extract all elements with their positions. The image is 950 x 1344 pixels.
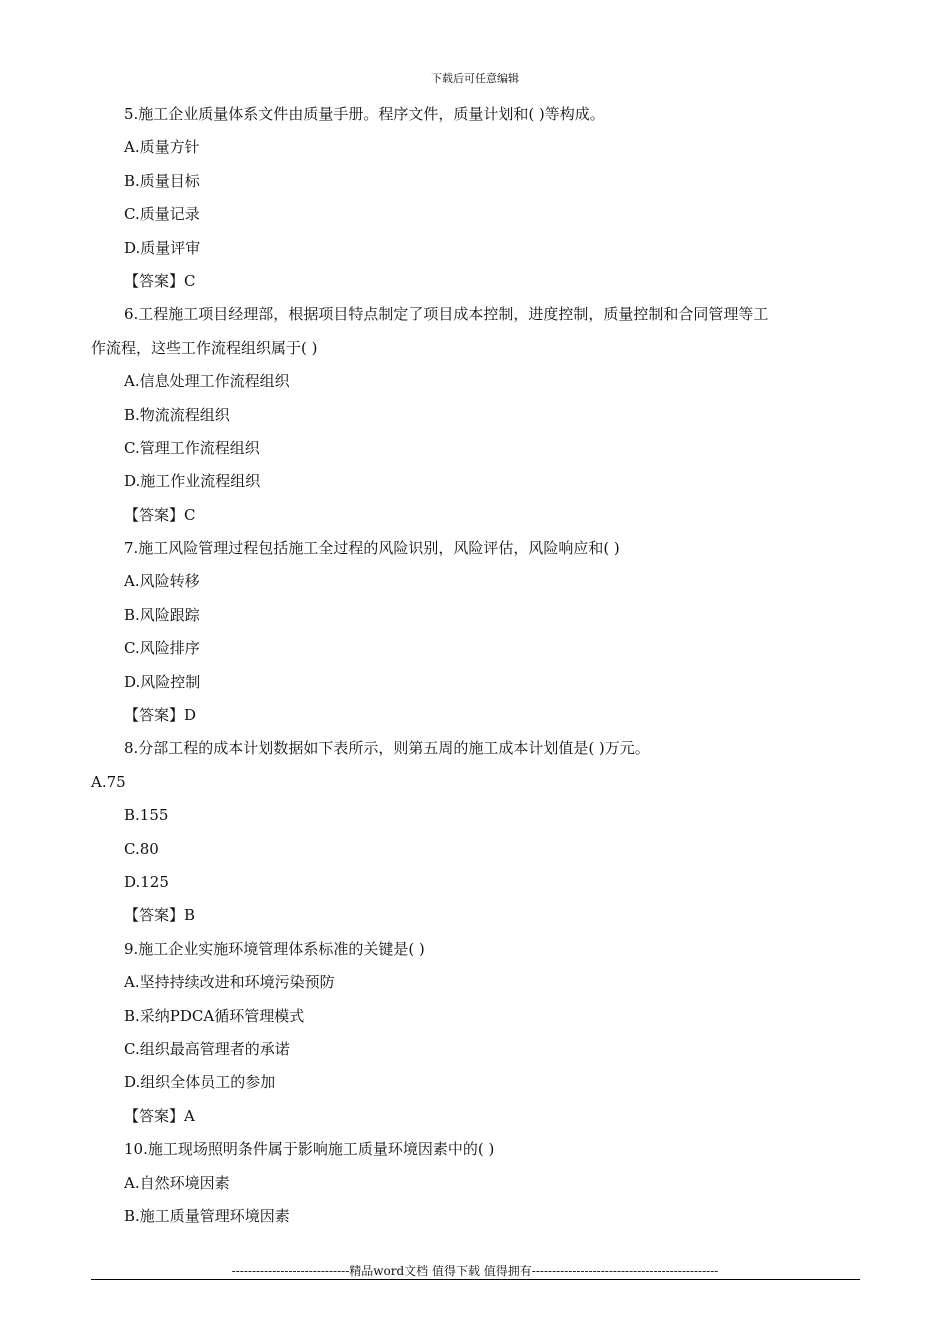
footer-divider bbox=[91, 1279, 860, 1280]
text-line: A.自然环境因素 bbox=[124, 1173, 230, 1192]
text-line: 【答案】C bbox=[124, 271, 196, 290]
text-line: 5.施工企业质量体系文件由质量手册。程序文件，质量计划和( )等构成。 bbox=[124, 105, 605, 123]
text-line: B.风险跟踪 bbox=[124, 605, 200, 624]
text-line: 7.施工风险管理过程包括施工全过程的风险识别，风险评估，风险响应和( ) bbox=[124, 539, 620, 558]
text-line: A.坚持持续改进和环境污染预防 bbox=[124, 973, 335, 992]
text-line: B.质量目标 bbox=[124, 171, 200, 190]
text-line: D.125 bbox=[124, 872, 169, 891]
document-body bbox=[91, 98, 861, 1233]
text-line: D.质量评审 bbox=[124, 238, 201, 257]
text-line: B.155 bbox=[124, 806, 169, 825]
text-line: 【答案】C bbox=[124, 505, 196, 524]
text-line: 作流程，这些工作流程组织属于( ) bbox=[91, 338, 318, 357]
text-line: A.质量方针 bbox=[124, 138, 200, 157]
text-line: 6.工程施工项目经理部，根据项目特点制定了项目成本控制，进度控制，质量控制和合同管理等工 bbox=[124, 305, 769, 324]
text-line: 9.施工企业实施环境管理体系标准的关键是( ) bbox=[124, 939, 425, 958]
text-line: 10.施工现场照明条件属于影响施工质量环境因素中的( ) bbox=[124, 1140, 495, 1159]
text-line: C.管理工作流程组织 bbox=[124, 438, 260, 457]
text-line: B.施工质量管理环境因素 bbox=[124, 1206, 290, 1225]
page-footer: -----------------------------精品word文档 值得下载 值得拥有---------------------------------------------- bbox=[231, 1264, 719, 1278]
text-line: B.采纳PDCA循环管理模式 bbox=[124, 1006, 305, 1025]
page-header: 下载后可任意编辑 bbox=[431, 72, 519, 85]
text-line: C.组织最高管理者的承诺 bbox=[124, 1039, 290, 1058]
text-line: C.风险排序 bbox=[124, 639, 200, 658]
text-line: 8.分部工程的成本计划数据如下表所示，则第五周的施工成本计划值是( )万元。 bbox=[124, 739, 650, 758]
text-line: 【答案】D bbox=[124, 706, 197, 725]
text-line: C.80 bbox=[124, 839, 159, 858]
text-line: A.75 bbox=[91, 772, 126, 791]
text-line: D.风险控制 bbox=[124, 672, 201, 691]
text-line: A.信息处理工作流程组织 bbox=[124, 372, 290, 391]
text-line: A.风险转移 bbox=[124, 572, 200, 591]
text-line: 【答案】B bbox=[124, 906, 196, 925]
text-line: D.施工作业流程组织 bbox=[124, 472, 261, 491]
text-line: B.物流流程组织 bbox=[124, 405, 230, 424]
text-line: D.组织全体员工的参加 bbox=[124, 1073, 276, 1092]
text-line: C.质量记录 bbox=[124, 205, 200, 224]
text-line: 【答案】A bbox=[124, 1106, 195, 1125]
